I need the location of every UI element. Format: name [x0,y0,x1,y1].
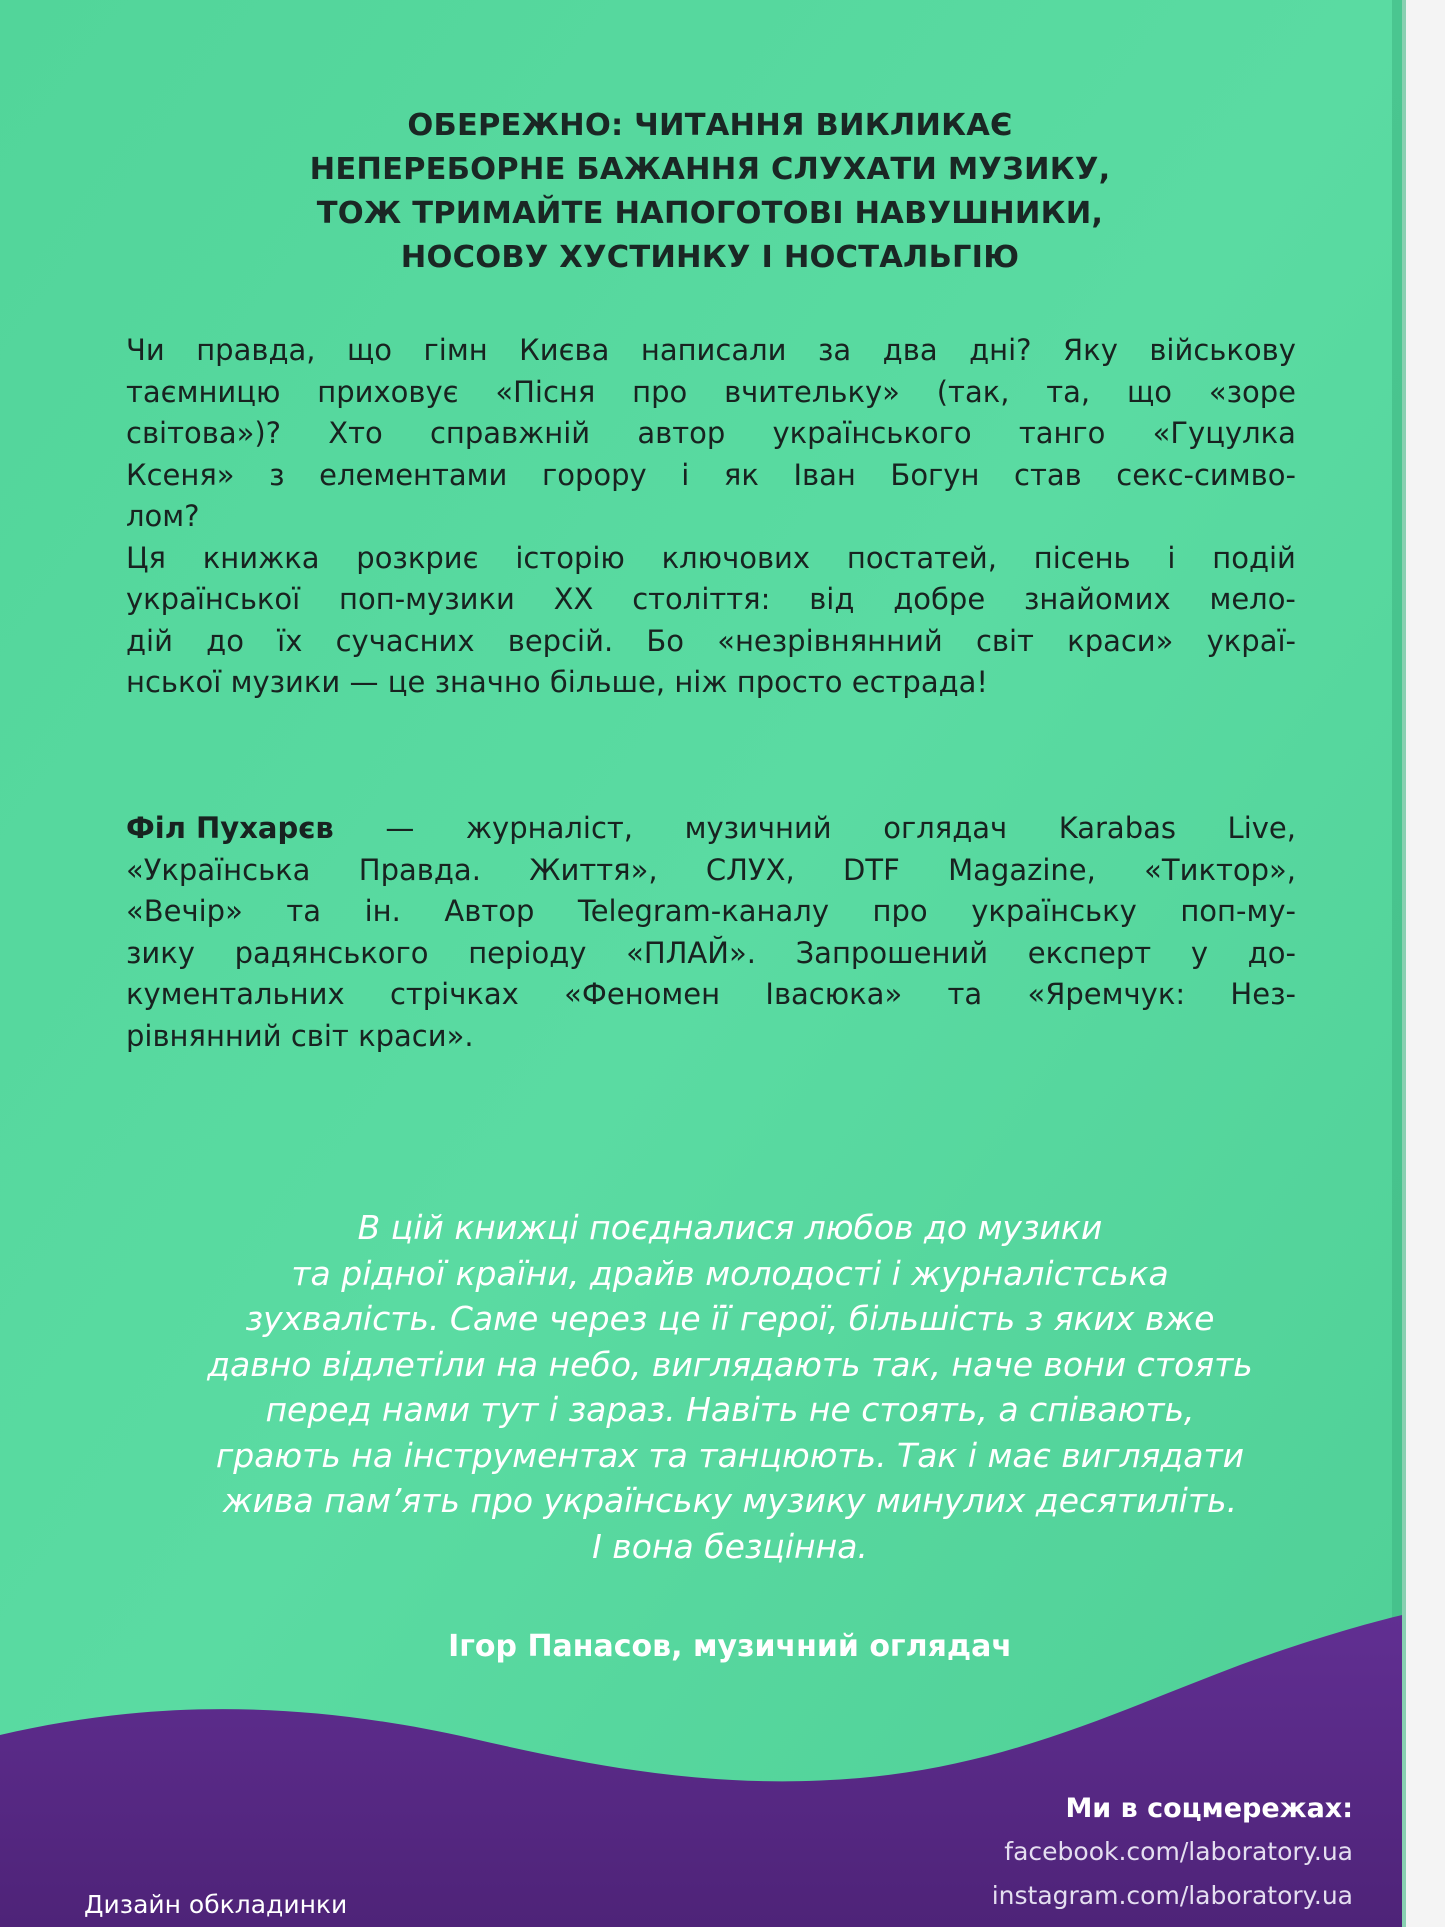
word: Бо [646,623,685,658]
warning-line: ТОЖ ТРИМАЙТЕ НАПОГОТОВІ НАВУШНИКИ, [316,196,1104,231]
design-credit: Дизайн обкладинки [84,1890,348,1919]
quote-line: В цій книжці поєдналися любов до музики [357,1208,1103,1247]
word: приховує [317,374,459,409]
word: з [269,457,285,492]
word: постатей, [846,540,997,575]
word: Правда. [358,852,481,887]
word: Івасюка» [765,977,903,1011]
word: XX [553,582,594,616]
word: «Гуцулка [1152,416,1296,450]
word: їх [277,623,303,658]
word: Життя», [529,852,658,887]
word: книжка [202,540,320,575]
word: нської [126,665,222,699]
word: та, [1046,374,1091,409]
word: за [817,333,852,367]
word: розкриє [356,540,479,575]
social-heading: Ми в соцмережах: [1065,1793,1353,1824]
quote-line: жива пам’ять про українську музику минулих десятиліть. [222,1481,1238,1520]
intro-line [126,413,1296,455]
word: і [681,457,690,492]
word: і [1167,540,1176,575]
word: періоду [468,935,587,970]
quote-line: зухвалість. Саме через це її герої, більшість з яких вже [245,1299,1215,1338]
word: «Тиктор», [1144,852,1296,887]
word: до- [1247,935,1296,970]
word: «незрівнянний [717,623,943,658]
word: про [632,374,688,409]
word: естрада! [851,665,989,699]
word: Яку [1063,333,1118,367]
word: кументальних [126,977,345,1011]
intro-line [126,372,1296,414]
word: правда, [196,333,316,367]
word: Нез- [1230,977,1296,1011]
word: Live, [1227,811,1296,845]
word: Magazine, [948,852,1096,887]
warning-line: НОСОВУ ХУСТИНКУ І НОСТАЛЬГІЮ [400,240,1020,275]
warning-heading [160,104,1260,280]
bio-line [126,808,1296,850]
word: поп-музики [339,582,515,616]
word: стрічках [389,977,519,1011]
word: Karabas [1058,811,1176,845]
word: про [872,894,928,928]
word: Києва [519,333,610,367]
word: та [286,894,322,928]
word: радянського [234,935,429,970]
word: «Феномен [564,977,721,1011]
word: що [346,333,393,367]
word: світ [290,1018,349,1053]
word: ключових [661,540,811,575]
intro-line [126,455,1296,497]
word: більше, [549,665,666,699]
word: світова»)? [126,416,282,450]
word: Іван [793,457,856,492]
author-name: Філ Пухарєв [126,811,334,845]
warning-line: НЕПЕРЕБОРНЕ БАЖАННЯ СЛУХАТИ МУЗИКУ, [309,152,1111,187]
word: музики [230,665,341,699]
word: від [809,582,855,616]
word: знайомих [1023,582,1171,616]
quote-line: та рідної країни, драйв молодості і журналістська [291,1253,1169,1293]
word: (так, [936,374,1010,409]
word: оглядач [883,811,1008,845]
word: добре [893,582,986,616]
word: рівнянний [126,1018,282,1053]
word: дні? [969,333,1032,367]
intro-line [126,496,1296,538]
word: значно [434,665,541,699]
word: «зоре [1208,374,1296,409]
intro-line [126,330,1296,372]
intro-line [126,621,1296,663]
word: таємницю [126,374,281,409]
word: українського [772,416,972,450]
word: пісень [1033,540,1131,575]
bio-line [126,850,1296,892]
word: дій [126,623,173,658]
word: «Українська [126,852,311,887]
word: просто [736,665,843,699]
word: «Пісня [495,374,596,409]
word: лом? [126,499,200,533]
word: мело- [1209,582,1296,616]
warning-line: ОБЕРЕЖНО: ЧИТАННЯ ВИКЛИКАЄ [407,108,1013,143]
word: краси». [358,1018,474,1053]
bio-line [126,1016,1296,1058]
word: ін. [364,894,401,928]
word: Запрошений [795,935,989,970]
quote-line: грають на інструментах та танцюють. Так і має виглядати [215,1435,1245,1475]
word: у [1190,935,1208,970]
word: ніж [674,665,728,699]
instagram-link: instagram.com/laboratory.ua [991,1881,1353,1910]
word: Хто [328,416,383,450]
word: українську [971,894,1137,928]
word: подій [1212,540,1296,575]
word: «Яремчук: [1027,977,1186,1011]
word: та [947,977,983,1011]
word: що [1126,374,1173,409]
word: секс-симво- [1116,457,1296,492]
word: автор [637,416,726,450]
word: світ [975,623,1034,658]
word: став [1014,457,1082,492]
author-bio [126,808,1296,1057]
word: краси» [1067,623,1174,658]
word: Telegram-каналу [577,894,829,928]
word: «ПЛАЙ». [626,935,756,970]
word: як [723,457,759,492]
word: горору [541,457,647,492]
quote-line: І вона безцінна. [592,1526,868,1566]
facebook-link: facebook.com/laboratory.ua [1004,1837,1353,1866]
word: версій. [507,623,614,658]
word: Богун [890,457,980,492]
bio-line [126,891,1296,933]
word: — [385,811,415,845]
intro-line [126,662,1296,704]
word: два [882,333,938,367]
word: DTF [843,852,900,887]
intro-line [126,538,1296,580]
word: поп-му- [1180,894,1296,928]
word: елементами [319,457,508,492]
word: вчительку» [724,374,900,409]
word: справжній [429,416,591,450]
word: гімн [423,333,488,367]
quote-line: давно відлетіли на небо, виглядають так, наче вони стоять [207,1344,1253,1384]
word: музичний [684,811,832,845]
word: Ксеня» [126,457,235,492]
word: це [387,665,426,699]
word: СЛУХ, [705,852,795,887]
review-quote [150,1205,1310,1569]
word: військову [1149,333,1296,367]
bio-line [126,974,1296,1016]
word: української [126,582,301,616]
word: журналіст, [465,811,633,845]
word: століття: [632,582,771,616]
intro-line [126,579,1296,621]
word: експерт [1027,935,1152,970]
word: зику [126,935,195,970]
intro-paragraph [126,330,1296,704]
word: Автор [444,894,535,928]
bio-line [126,933,1296,975]
word: Чи [126,333,165,367]
word: — [349,665,379,699]
word: танго [1018,416,1106,450]
word: сучасних [335,623,475,658]
word: історію [515,540,625,575]
word: Ця [126,540,166,575]
word: украї- [1206,623,1296,658]
word: «Вечір» [126,894,243,928]
quote-author: Ігор Панасов, музичний оглядач [448,1629,1012,1664]
word: написали [640,333,787,367]
quote-line: перед нами тут і зараз. Навіть не стоять, а співають, [265,1390,1195,1429]
word: до [206,623,244,658]
